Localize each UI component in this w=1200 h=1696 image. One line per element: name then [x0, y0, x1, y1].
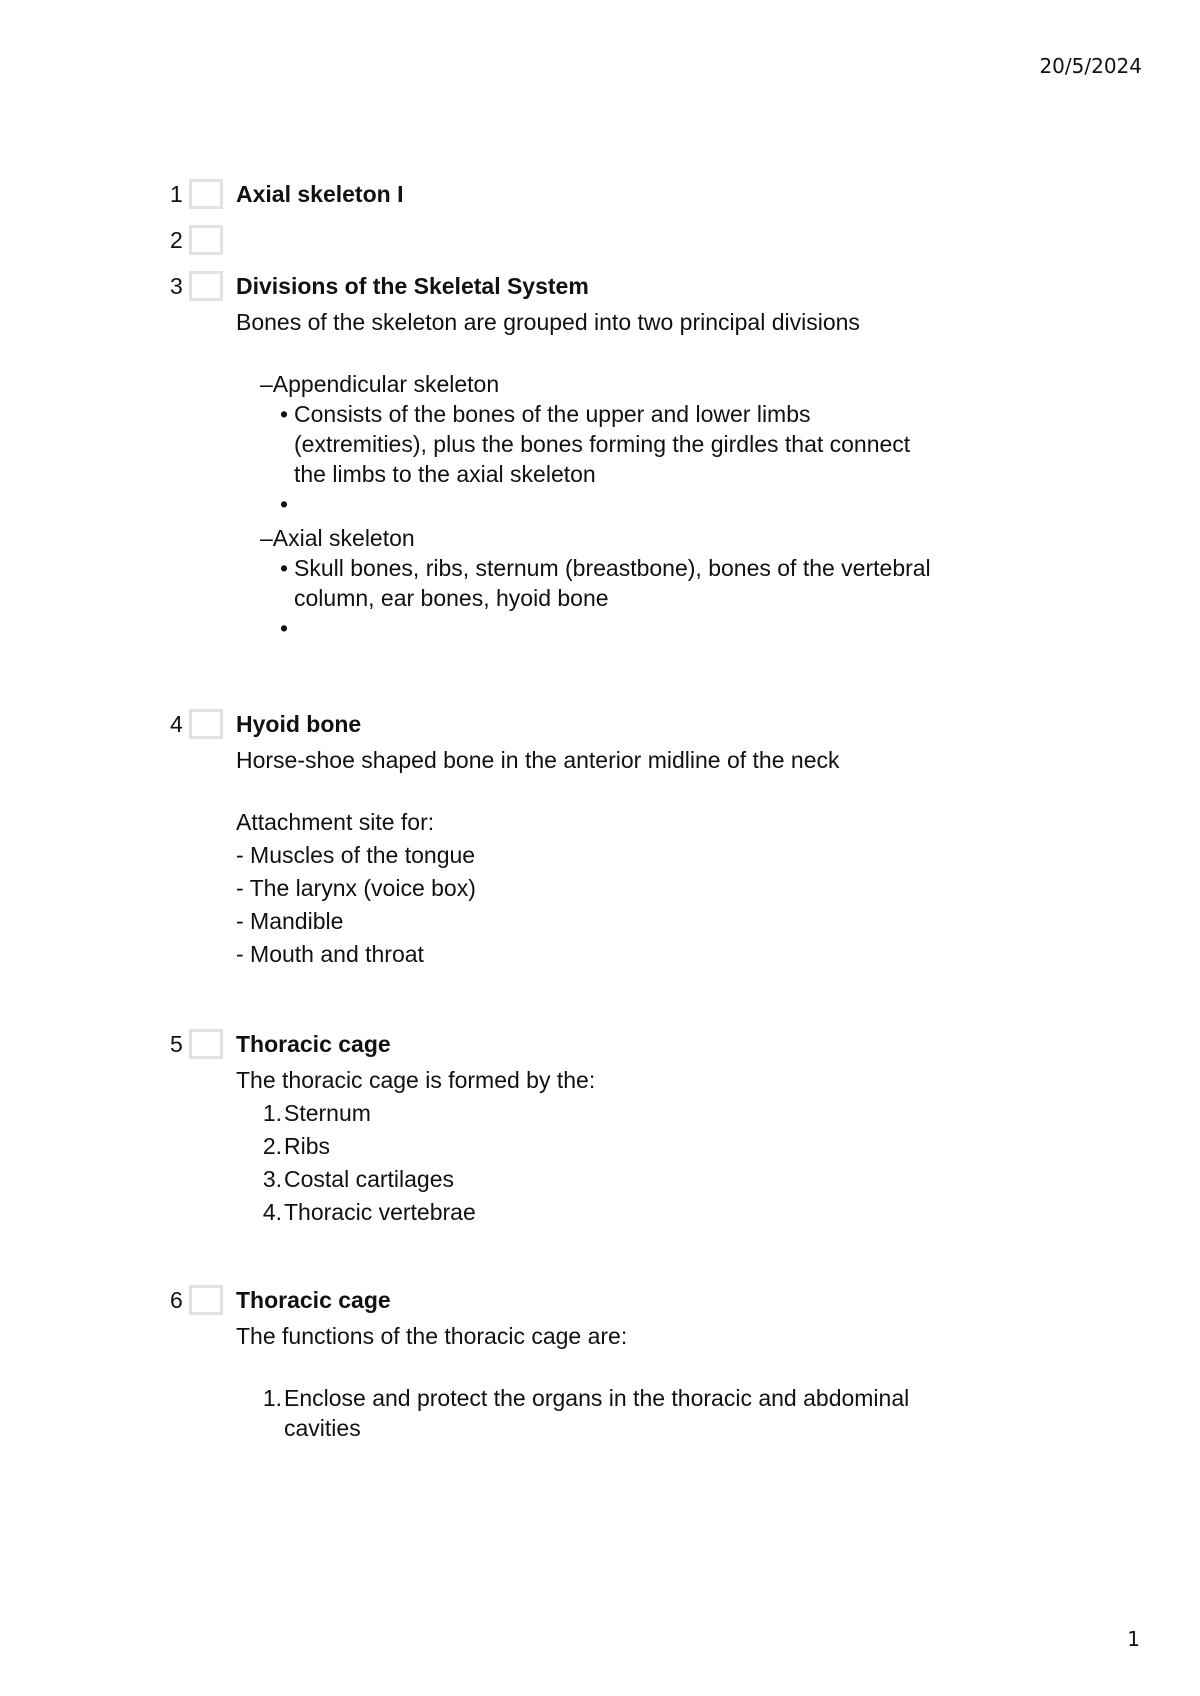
slide-title: Divisions of the Skeletal System: [236, 273, 589, 299]
slide-thumbnail-box: [189, 225, 223, 255]
slide-number: 1: [170, 181, 183, 207]
document-date: 20/5/2024: [1039, 54, 1142, 78]
slide-intro: Bones of the skeleton are grouped into two principal divisions: [236, 309, 860, 335]
slide-thumbnail-box: [189, 179, 223, 209]
group-label: –Axial skeleton: [260, 525, 415, 551]
slide-title: Thoracic cage: [236, 1031, 391, 1057]
list-item: - The larynx (voice box): [236, 875, 476, 901]
bullet-marker: •: [280, 491, 289, 517]
bullet-item: • Skull bones, ribs, sternum (breastbone), bones of the vertebral column, ear bones, hyoid bone: [280, 555, 931, 611]
slide-number: 6: [170, 1287, 183, 1313]
bullet-marker: •: [280, 615, 289, 641]
page-number: 1: [1127, 1627, 1140, 1651]
slide-number: 5: [170, 1031, 183, 1057]
slide-thumbnail-box: [189, 1029, 223, 1059]
bullet-item: • Consists of the bones of the upper and lower limbs (extremities), plus the bones forming the girdles that connect the limbs to the axial skeleton: [280, 401, 911, 487]
empty-bullet: [236, 489, 1096, 523]
slide-number: 3: [170, 273, 183, 299]
slide-thumbnail-box: [189, 1285, 223, 1315]
slide-title: Axial skeleton I: [236, 181, 404, 207]
bullet-marker: •: [280, 401, 289, 427]
numbered-item: 1.Sternum: [262, 1100, 371, 1126]
slide-number: 4: [170, 711, 183, 737]
group-label: –Appendicular skeleton: [260, 371, 500, 397]
empty-bullet: [236, 613, 1096, 643]
slide-intro: The functions of the thoracic cage are:: [236, 1323, 628, 1349]
slide-title: Thoracic cage: [236, 1287, 391, 1313]
subheading: Attachment site for:: [236, 809, 435, 835]
slide-number: 2: [170, 227, 183, 253]
slide-title: Hyoid bone: [236, 711, 362, 737]
slide-thumbnail-box: [189, 271, 223, 301]
numbered-item: 3.Costal cartilages: [262, 1166, 455, 1192]
bullet-marker: •: [280, 555, 289, 581]
slide-thumbnail-box: [189, 709, 223, 739]
list-item: - Mouth and throat: [236, 941, 424, 967]
list-item: - Mandible: [236, 908, 344, 934]
list-item: - Muscles of the tongue: [236, 842, 476, 868]
numbered-item: 1.Enclose and protect the organs in the thoracic and abdominal cavities: [262, 1385, 910, 1441]
numbered-item: 2.Ribs: [262, 1133, 331, 1159]
numbered-item: 4.Thoracic vertebrae: [262, 1199, 476, 1225]
slide-intro: The thoracic cage is formed by the:: [236, 1067, 596, 1093]
slide-intro: Horse-shoe shaped bone in the anterior midline of the neck: [236, 747, 840, 773]
